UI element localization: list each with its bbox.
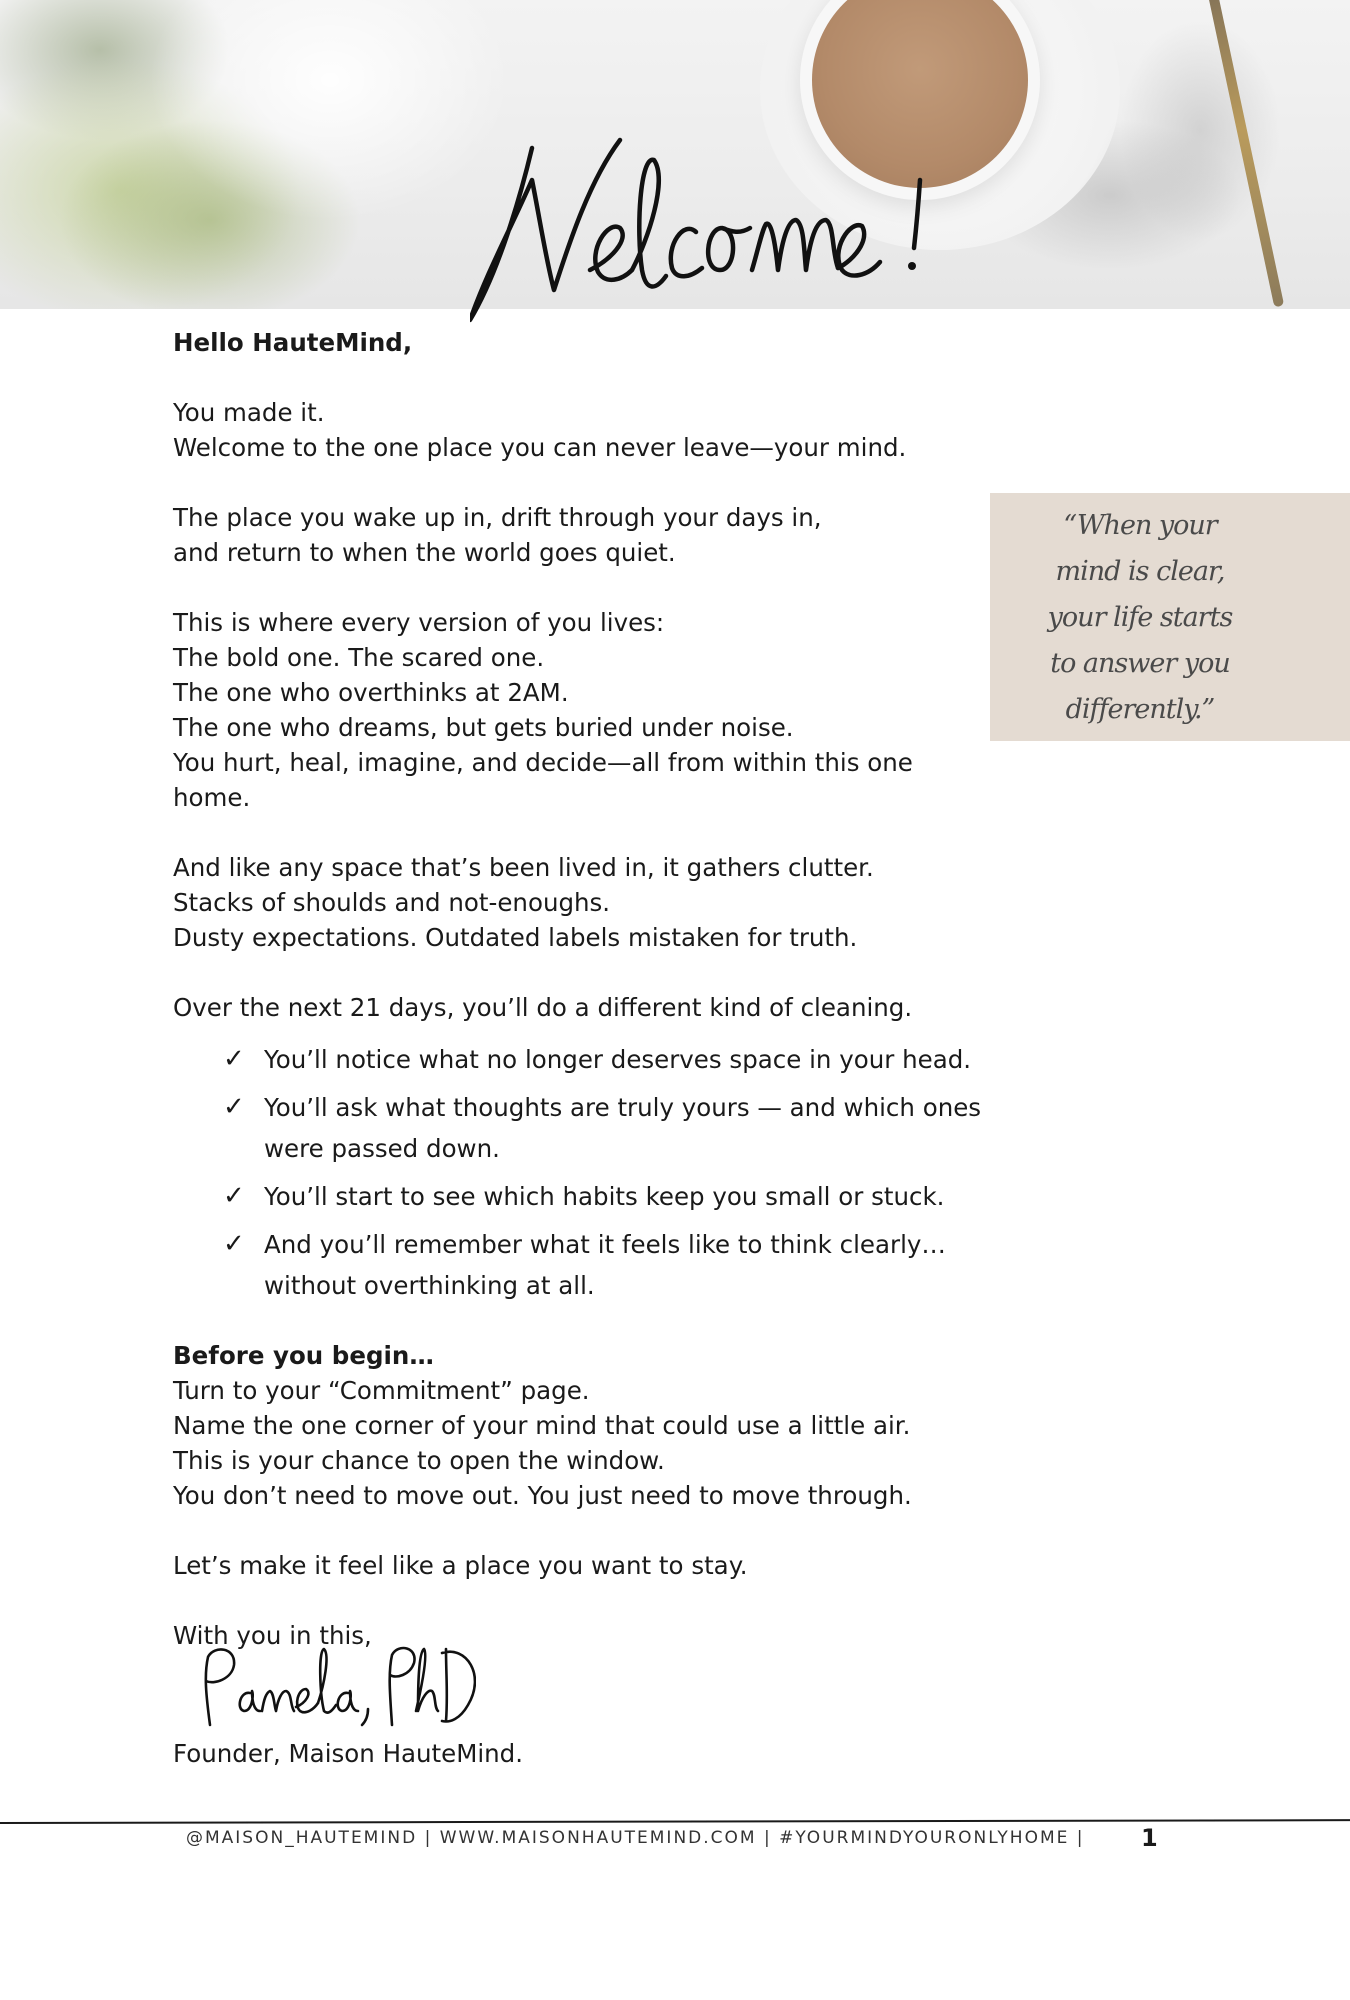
letter-line: And like any space that’s been lived in, it gathers clutter.	[173, 853, 874, 882]
letter-line: Turn to your “Commitment” page.	[173, 1376, 590, 1405]
letter-line: The one who overthinks at 2AM.	[173, 678, 569, 707]
letter-line: The place you wake up in, drift through your days in,	[173, 503, 822, 532]
checklist-item	[223, 1224, 993, 1306]
before-you-begin-heading: Before you begin…	[173, 1341, 434, 1370]
checklist	[173, 1039, 993, 1306]
letter-line: Over the next 21 days, you’ll do a different kind of cleaning.	[173, 993, 913, 1022]
quote-line: “When your	[1063, 510, 1217, 541]
letter-line: Name the one corner of your mind that could use a little air.	[173, 1411, 911, 1440]
check-icon: ✓	[223, 1044, 245, 1074]
letter-line: and return to when the world goes quiet.	[173, 538, 676, 567]
letter-line: Stacks of shoulds and not-enoughs.	[173, 888, 611, 917]
checklist-text: And you’ll remember what it feels like to think clearly…	[264, 1230, 946, 1259]
page-number: 1	[1141, 1824, 1158, 1852]
quote-line: your life starts	[1047, 602, 1233, 633]
checklist-text: You’ll ask what thoughts are truly yours — and which ones	[264, 1093, 982, 1122]
letter-line: This is where every version of you lives:	[173, 608, 665, 637]
checklist-item	[223, 1039, 993, 1080]
letter-line: This is your chance to open the window.	[173, 1446, 665, 1475]
checklist-item	[223, 1176, 993, 1217]
founder-title: Founder, Maison HauteMind.	[173, 1739, 524, 1768]
check-icon: ✓	[223, 1181, 245, 1211]
letter-line: The one who dreams, but gets buried under noise.	[173, 713, 794, 742]
letter-line: You made it.	[173, 398, 325, 427]
quote-line: mind is clear,	[1055, 556, 1225, 587]
pull-quote-text	[1030, 503, 1250, 733]
checklist-item	[223, 1087, 993, 1169]
pull-quote	[990, 493, 1350, 741]
letter-line: Dusty expectations. Outdated labels mistaken for truth.	[173, 923, 858, 952]
checklist-text: were passed down.	[264, 1134, 500, 1163]
signoff: With you in this,	[173, 1621, 372, 1650]
paragraph-gap	[173, 465, 993, 500]
paragraph-gap	[173, 360, 993, 395]
letter-body	[173, 325, 993, 1653]
quote-line: to answer you	[1050, 648, 1230, 679]
checklist-text: without overthinking at all.	[264, 1271, 595, 1300]
quote-line: differently.”	[1065, 694, 1215, 725]
checklist-text: You’ll notice what no longer deserves space in your head.	[264, 1045, 972, 1074]
letter-line: The bold one. The scared one.	[173, 643, 545, 672]
paragraph-gap	[173, 815, 993, 850]
paragraph-gap	[173, 1513, 993, 1548]
greeting: Hello HauteMind,	[173, 328, 413, 357]
letter-line: You hurt, heal, imagine, and decide—all from within this one home.	[173, 748, 913, 812]
footer-links: @MAISON_HAUTEMIND | WWW.MAISONHAUTEMIND.COM | #YOURMINDYOURONLYHOME |	[186, 1828, 1085, 1848]
letter-line: Welcome to the one place you can never leave—your mind.	[173, 433, 907, 462]
signature	[196, 1635, 476, 1735]
checklist-text: You’ll start to see which habits keep you small or stuck.	[264, 1182, 945, 1211]
check-icon: ✓	[223, 1092, 245, 1122]
welcome-title	[470, 120, 930, 330]
letter-line: You don’t need to move out. You just need to move through.	[173, 1481, 912, 1510]
check-icon: ✓	[223, 1229, 245, 1259]
paragraph-gap	[173, 1583, 993, 1618]
paragraph-gap	[173, 570, 993, 605]
paragraph-gap	[173, 955, 993, 990]
closing-line: Let’s make it feel like a place you want to stay.	[173, 1551, 748, 1580]
